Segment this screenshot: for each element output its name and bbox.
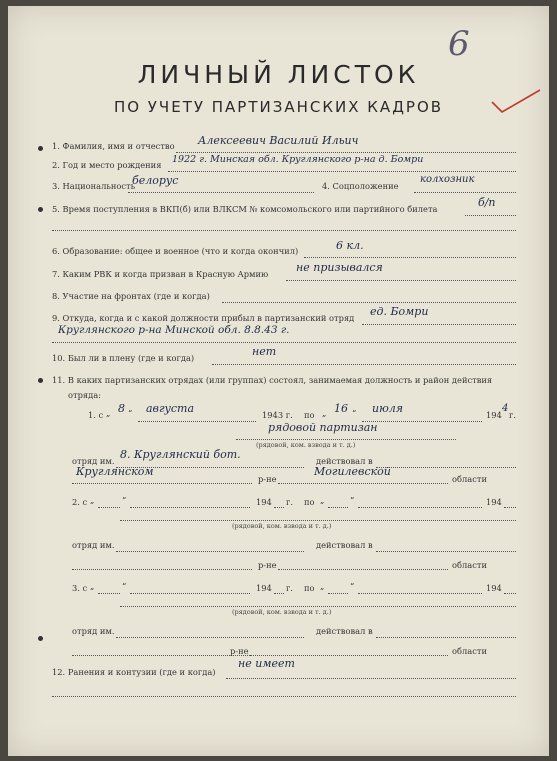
field-6-value: 6 кл.	[336, 239, 364, 252]
binder-hole	[38, 146, 43, 151]
entry-3-district-line	[72, 655, 252, 656]
entry-1-district: Круглянском	[76, 465, 154, 478]
field-9-value-2: Круглянского р-на Минской обл. 8.8.43 г.	[58, 324, 290, 336]
entry-3-month-to-line	[358, 593, 482, 594]
field-7-value: не призывался	[296, 261, 383, 274]
field-8-label: 8. Участие на фронтах (где и когда)	[52, 291, 210, 301]
document-title: ЛИЧНЫЙ ЛИСТОК	[137, 60, 420, 89]
checkmark-icon	[490, 88, 542, 114]
entry-3-acted-line	[376, 637, 516, 638]
entry-1-quote-close: “	[128, 408, 133, 418]
field-12-line	[226, 678, 516, 679]
field-2-value: 1922 г. Минская обл. Круглянского р-на д. Бомри	[172, 154, 424, 165]
entry-2-year-from: 194	[256, 497, 272, 507]
field-12-label: 12. Ранения и контузии (где и когда)	[52, 667, 216, 677]
entry-3-po: по	[304, 583, 315, 593]
entry-1-day-to: 16	[334, 402, 348, 415]
entry-2-year-to-line	[504, 507, 516, 508]
entry-1-region-line	[278, 483, 448, 484]
field-12-line-2	[52, 696, 516, 697]
entry-2-day-from-line	[98, 507, 120, 508]
field-5-line	[465, 215, 516, 216]
entry-1-district-line	[72, 483, 252, 484]
field-5-label: 5. Время поступления в ВКП(б) или ВЛКСМ № комсомольского или партийного билета	[52, 204, 438, 214]
entry-1-acted-line	[376, 467, 516, 468]
entry-1-month-from: августа	[146, 402, 195, 415]
entry-3-quote-close-2: “	[350, 581, 355, 591]
entry-3-quote-close: “	[122, 581, 127, 591]
entry-3-rne: р-не	[230, 646, 249, 656]
entry-2-month-from-line	[130, 507, 250, 508]
entry-1-day-from: 8	[118, 402, 125, 415]
entry-1-rne: р-не	[258, 474, 277, 484]
document-subtitle: ПО УЧЕТУ ПАРТИЗАНСКИХ КАДРОВ	[113, 98, 444, 116]
entry-1-quote-close-2: “	[352, 408, 357, 418]
field-9-value-1: ед. Бомри	[370, 305, 429, 318]
field-3-line	[128, 192, 314, 193]
field-10-value: нет	[252, 345, 277, 358]
entry-1-year-from: 1943 г.	[262, 410, 293, 420]
field-7-label: 7. Каким РВК и когда призван в Красную Армию	[52, 269, 269, 279]
entry-2-quote-close: “	[122, 495, 127, 505]
field-3-label: 3. Национальность	[52, 181, 136, 191]
field-5-value: б/п	[478, 196, 496, 209]
entry-3-year-from-line	[274, 593, 284, 594]
entry-2-region-line	[278, 569, 448, 570]
entry-3-year-to-line	[504, 593, 516, 594]
field-10-line	[212, 364, 516, 365]
entry-3-region-line	[250, 655, 448, 656]
entry-1-quote-open-2: „	[322, 408, 327, 418]
binder-hole	[38, 636, 43, 641]
entry-1-year-to-prefix: 194	[486, 410, 502, 420]
entry-3-quote-open: „	[90, 581, 95, 591]
field-6-label: 6. Образование: общее и военное (что и когда окончил)	[52, 246, 299, 256]
binder-hole	[38, 207, 43, 212]
corner-number: 6	[448, 24, 470, 64]
entry-2-district-line	[72, 569, 252, 570]
field-11-label: 11. В каких партизанских отрядах (или группах) состоял, занимаемая должность и район действия	[52, 375, 493, 385]
entry-1-detachment: 8. Круглянский бот.	[120, 448, 241, 461]
entry-2-day-to-line	[328, 507, 348, 508]
entry-1-otryad: отряд им.	[72, 456, 115, 466]
entry-3-year-from: 194	[256, 583, 272, 593]
field-4-label: 4. Соцположение	[322, 181, 399, 191]
entry-2-otryad: отряд им.	[72, 540, 115, 550]
entry-1-deystvoval: действовал в	[316, 456, 373, 466]
entry-1-month-from-line	[138, 421, 256, 422]
entry-1-year-suffix: г.	[509, 410, 516, 420]
entry-1-prefix: 1. с	[88, 410, 104, 420]
binder-hole	[38, 378, 43, 383]
entry-2-year-to: 194	[486, 497, 502, 507]
entry-1-position-line	[236, 439, 456, 440]
entry-3-quote-open-2: „	[320, 581, 325, 591]
entry-2-prefix: 2. с	[72, 497, 88, 507]
entry-3-hint: (рядовой, ком. взвода и т. д.)	[232, 608, 332, 616]
entry-2-detachment-line	[116, 551, 304, 552]
entry-2-year-from-line	[274, 507, 284, 508]
entry-3-day-from-line	[98, 593, 120, 594]
entry-3-day-to-line	[328, 593, 348, 594]
field-9-line-2	[52, 342, 516, 343]
field-9-line	[362, 324, 516, 325]
entry-3-month-from-line	[130, 593, 250, 594]
entry-2-hint: (рядовой, ком. взвода и т. д.)	[232, 522, 332, 530]
entry-1-quote-open: „	[106, 408, 111, 418]
entry-2-quote-close-2: “	[350, 495, 355, 505]
entry-3-otryad: отряд им.	[72, 626, 115, 636]
entry-2-quote-open-2: „	[320, 495, 325, 505]
field-11-label-2: отряда:	[68, 390, 101, 400]
entry-2-acted-line	[376, 551, 516, 552]
entry-3-position-line	[120, 606, 516, 607]
field-1-label: 1. Фамилия, имя и отчество	[52, 141, 175, 151]
entry-2-oblasti: области	[452, 560, 487, 570]
field-7-line	[286, 280, 516, 281]
field-12-value: не имеет	[238, 657, 295, 670]
entry-2-po: по	[304, 497, 315, 507]
field-10-label: 10. Был ли в плену (где и когда)	[52, 353, 195, 363]
entry-2-position-line	[120, 520, 516, 521]
entry-2-year-from-suffix: г.	[286, 497, 293, 507]
entry-1-oblasti: области	[452, 474, 487, 484]
field-6-line	[304, 257, 516, 258]
entry-3-year-to: 194	[486, 583, 502, 593]
field-9-label: 9. Откуда, когда и с какой должности прибыл в партизанский отряд	[52, 313, 355, 323]
entry-3-oblasti: области	[452, 646, 487, 656]
entry-2-quote-open: „	[90, 495, 95, 505]
field-4-line	[414, 192, 516, 193]
entry-2-deystvoval: действовал в	[316, 540, 373, 550]
field-5-line-2	[52, 230, 516, 231]
entry-1-year-to: 4	[502, 403, 509, 414]
field-1-value: Алексеевич Василий Ильич	[198, 134, 359, 147]
field-1-line	[176, 152, 516, 153]
entry-2-rne: р-не	[258, 560, 277, 570]
entry-3-prefix: 3. с	[72, 583, 88, 593]
entry-1-hint: (рядовой, ком. взвода и т. д.)	[256, 441, 356, 449]
field-2-label: 2. Год и место рождения	[52, 160, 162, 170]
field-2-line	[168, 171, 516, 172]
field-3-value: белорус	[132, 174, 179, 187]
entry-1-region: Могилевской	[314, 465, 391, 478]
entry-1-position: рядовой партизан	[268, 421, 378, 434]
entry-3-year-from-suffix: г.	[286, 583, 293, 593]
entry-1-month-to-line	[362, 421, 482, 422]
entry-2-month-to-line	[358, 507, 482, 508]
field-4-value: колхозник	[420, 174, 475, 185]
entry-3-deystvoval: действовал в	[316, 626, 373, 636]
field-8-line	[222, 302, 516, 303]
entry-1-po: по	[304, 410, 315, 420]
entry-3-detachment-line	[116, 637, 304, 638]
entry-1-month-to: июля	[372, 402, 404, 415]
